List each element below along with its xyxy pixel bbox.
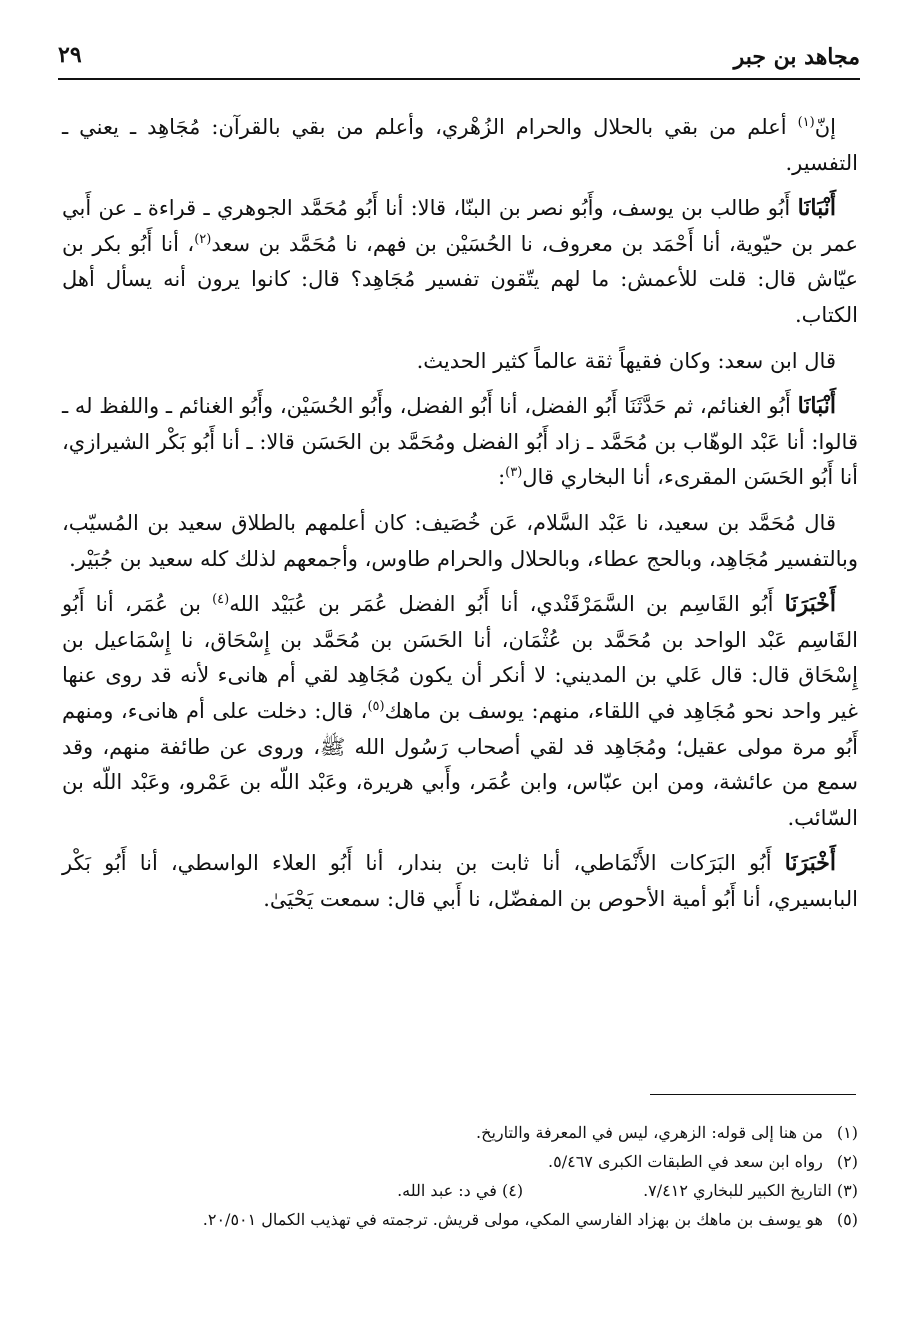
paragraph-text: أعلم من بقي بالحلال والحرام الزُهْري، وأعلم من بقي بالقرآن: مُجَاهِد ـ يعني ـ التفسير.: [62, 115, 858, 175]
footnote-ref: (٤): [212, 592, 230, 608]
footnote-text: من هنا إلى قوله: الزهري، ليس في المعرفة والتاريخ.: [476, 1123, 823, 1142]
page-number: ٢٩: [58, 42, 82, 68]
footnote-number: (٢): [836, 1152, 858, 1171]
paragraph-text: :: [498, 465, 506, 490]
footnote-text: هو يوسف بن ماهك بن بهزاد الفارسي المكي، مولى قريش. ترجمته في تهذيب الكمال ٢٠/٥٠١.: [202, 1210, 823, 1229]
footnote-number: (١): [836, 1123, 858, 1142]
paragraph: [62, 344, 858, 380]
footnote-text: رواه ابن سعد في الطبقات الكبرى ٥/٤٦٧.: [548, 1152, 823, 1171]
footnote: [70, 1176, 858, 1205]
footnote-number: (٥): [836, 1210, 858, 1229]
chain-keyword: أَخْبَرَنَا: [784, 591, 836, 618]
footnote-text: في د: عبد الله.: [397, 1181, 497, 1200]
paragraph: [62, 110, 858, 181]
footnote-ref: (٥): [367, 698, 385, 714]
paragraph: [62, 191, 858, 333]
paragraph-text: إنّ: [814, 115, 836, 139]
footnote: [70, 1205, 858, 1234]
paragraph-text: قال مُحَمَّد بن سعيد، نا عَبْد السَّلام، عَن خُصَيف: كان أعلمهم بالطلاق سعيد بن المُسيّب، وبالتفسير مُجَاهِد، وبالحج عطاء، وبالحلال والحرام طاوس، وأجمعهم لذلك كله سعيد بن جُبَيْر.: [62, 510, 858, 571]
paragraph: [62, 587, 858, 836]
chapter-title: مجاهد بن جبر: [733, 44, 860, 70]
paragraph: [62, 389, 858, 496]
paragraph-text: ، قال: دخلت على أم هانىء، ومنهم أَبُو مرة مولى عقيل؛ ومُجَاهِد قد لقي أصحاب رَسُول الله ﷺ، وروى عن طائفة منهم، وقد سمع من عائشة، ومن ابن عبّاس، وابن عُمَر، وأَبي هريرة، وعَبْد اللّه بن عَمْرو، وعَبْد اللّه بن السّائب.: [62, 698, 858, 830]
footnote: [70, 1118, 858, 1147]
paragraph-text: بن عُمَر، أنا أَبُو القَاسِم عَبْد الواحد بن مُحَمَّد بن عُثْمَان، أنا الحَسَن بن مُحَمَّد بن إِسْحَاق، نا إِسْمَاعيل بن إِسْحَاق قال: قال عَلي بن المديني: لا أنكر أن يكون مُجَاهِد لقي أم هانىء لأنه قد روى عنها غير واحد نحو مُجَاهِد في اللقاء، منهم: يوسف بن ماهك: [62, 592, 858, 723]
main-text: [62, 110, 858, 927]
paragraph-text: أَبُو القَاسِم بن السَّمَرْقَنْدي، أنا أَبُو الفضل عُمَر بن عُبَيْد الله: [229, 592, 785, 617]
paragraph: [62, 506, 858, 577]
running-header: [58, 38, 860, 80]
footnote-text: التاريخ الكبير للبخاري ٧/٤١٢.: [643, 1181, 832, 1200]
chain-keyword: أَخْبَرَنَا: [784, 850, 836, 877]
footnote-number: (٤): [501, 1181, 524, 1200]
footnote: [70, 1147, 858, 1176]
paragraph-text: أَبُو طالب بن يوسف، وأَبُو نصر بن البنّا، قالا: أنا أَبُو مُحَمَّد الجوهري ـ قراءة ـ عن أَبي عمر بن حيّوية، أنا أَحْمَد بن معروف، نا الحُسَيْن بن فهم، نا مُحَمَّد بن سعد: [62, 196, 858, 256]
paragraph-text: قال ابن سعد: وكان فقيهاً ثقة عالماً كثير الحديث.: [416, 348, 836, 373]
paragraph: [62, 846, 858, 917]
footnote-separator: [650, 1094, 856, 1095]
paragraph-text: ، أنا أَبُو بكر بن عيّاش قال: قلت للأعمش: ما لهم يتّقون تفسير مُجَاهِد؟ قال: كانوا يرون أنه يسأل أهل الكتاب.: [62, 231, 858, 327]
footnotes: [70, 1118, 858, 1234]
footnote-ref: (٣): [505, 465, 523, 481]
paragraph-text: أَبُو البَرَكات الأَنْمَاطي، أنا ثابت بن بندار، أنا أَبُو العلاء الواسطي، أنا أَبُو بَكْر البابسيري، أنا أَبُو أمية الأحوص بن المفضّل، نا أَبي قال: سمعت يَحْيَىٰ.: [62, 851, 858, 911]
paragraph-text: أَبُو الغنائم، ثم حَدَّثَنَا أَبُو الفضل، أنا أَبُو الفضل، وأَبُو الحُسَيْن، وأَبُو الغنائم ـ واللفظ له ـ قالوا: أنا عَبْد الوهّاب بن مُحَمَّد ـ زاد أَبُو الفضل ومُحَمَّد بن الحَسَن قالا: ـ أنا أَبُو بَكْر الشيرازي، أنا أَبُو الحَسَن المقرىء، أنا البخاري قال: [62, 394, 858, 490]
chain-keyword: أَنْبَانَا: [797, 393, 836, 420]
chain-keyword: أَنْبَانَا: [797, 195, 836, 222]
footnote-number: (٣): [836, 1181, 858, 1200]
footnote-ref: (١): [797, 115, 815, 130]
footnote-ref: (٢): [194, 231, 212, 247]
